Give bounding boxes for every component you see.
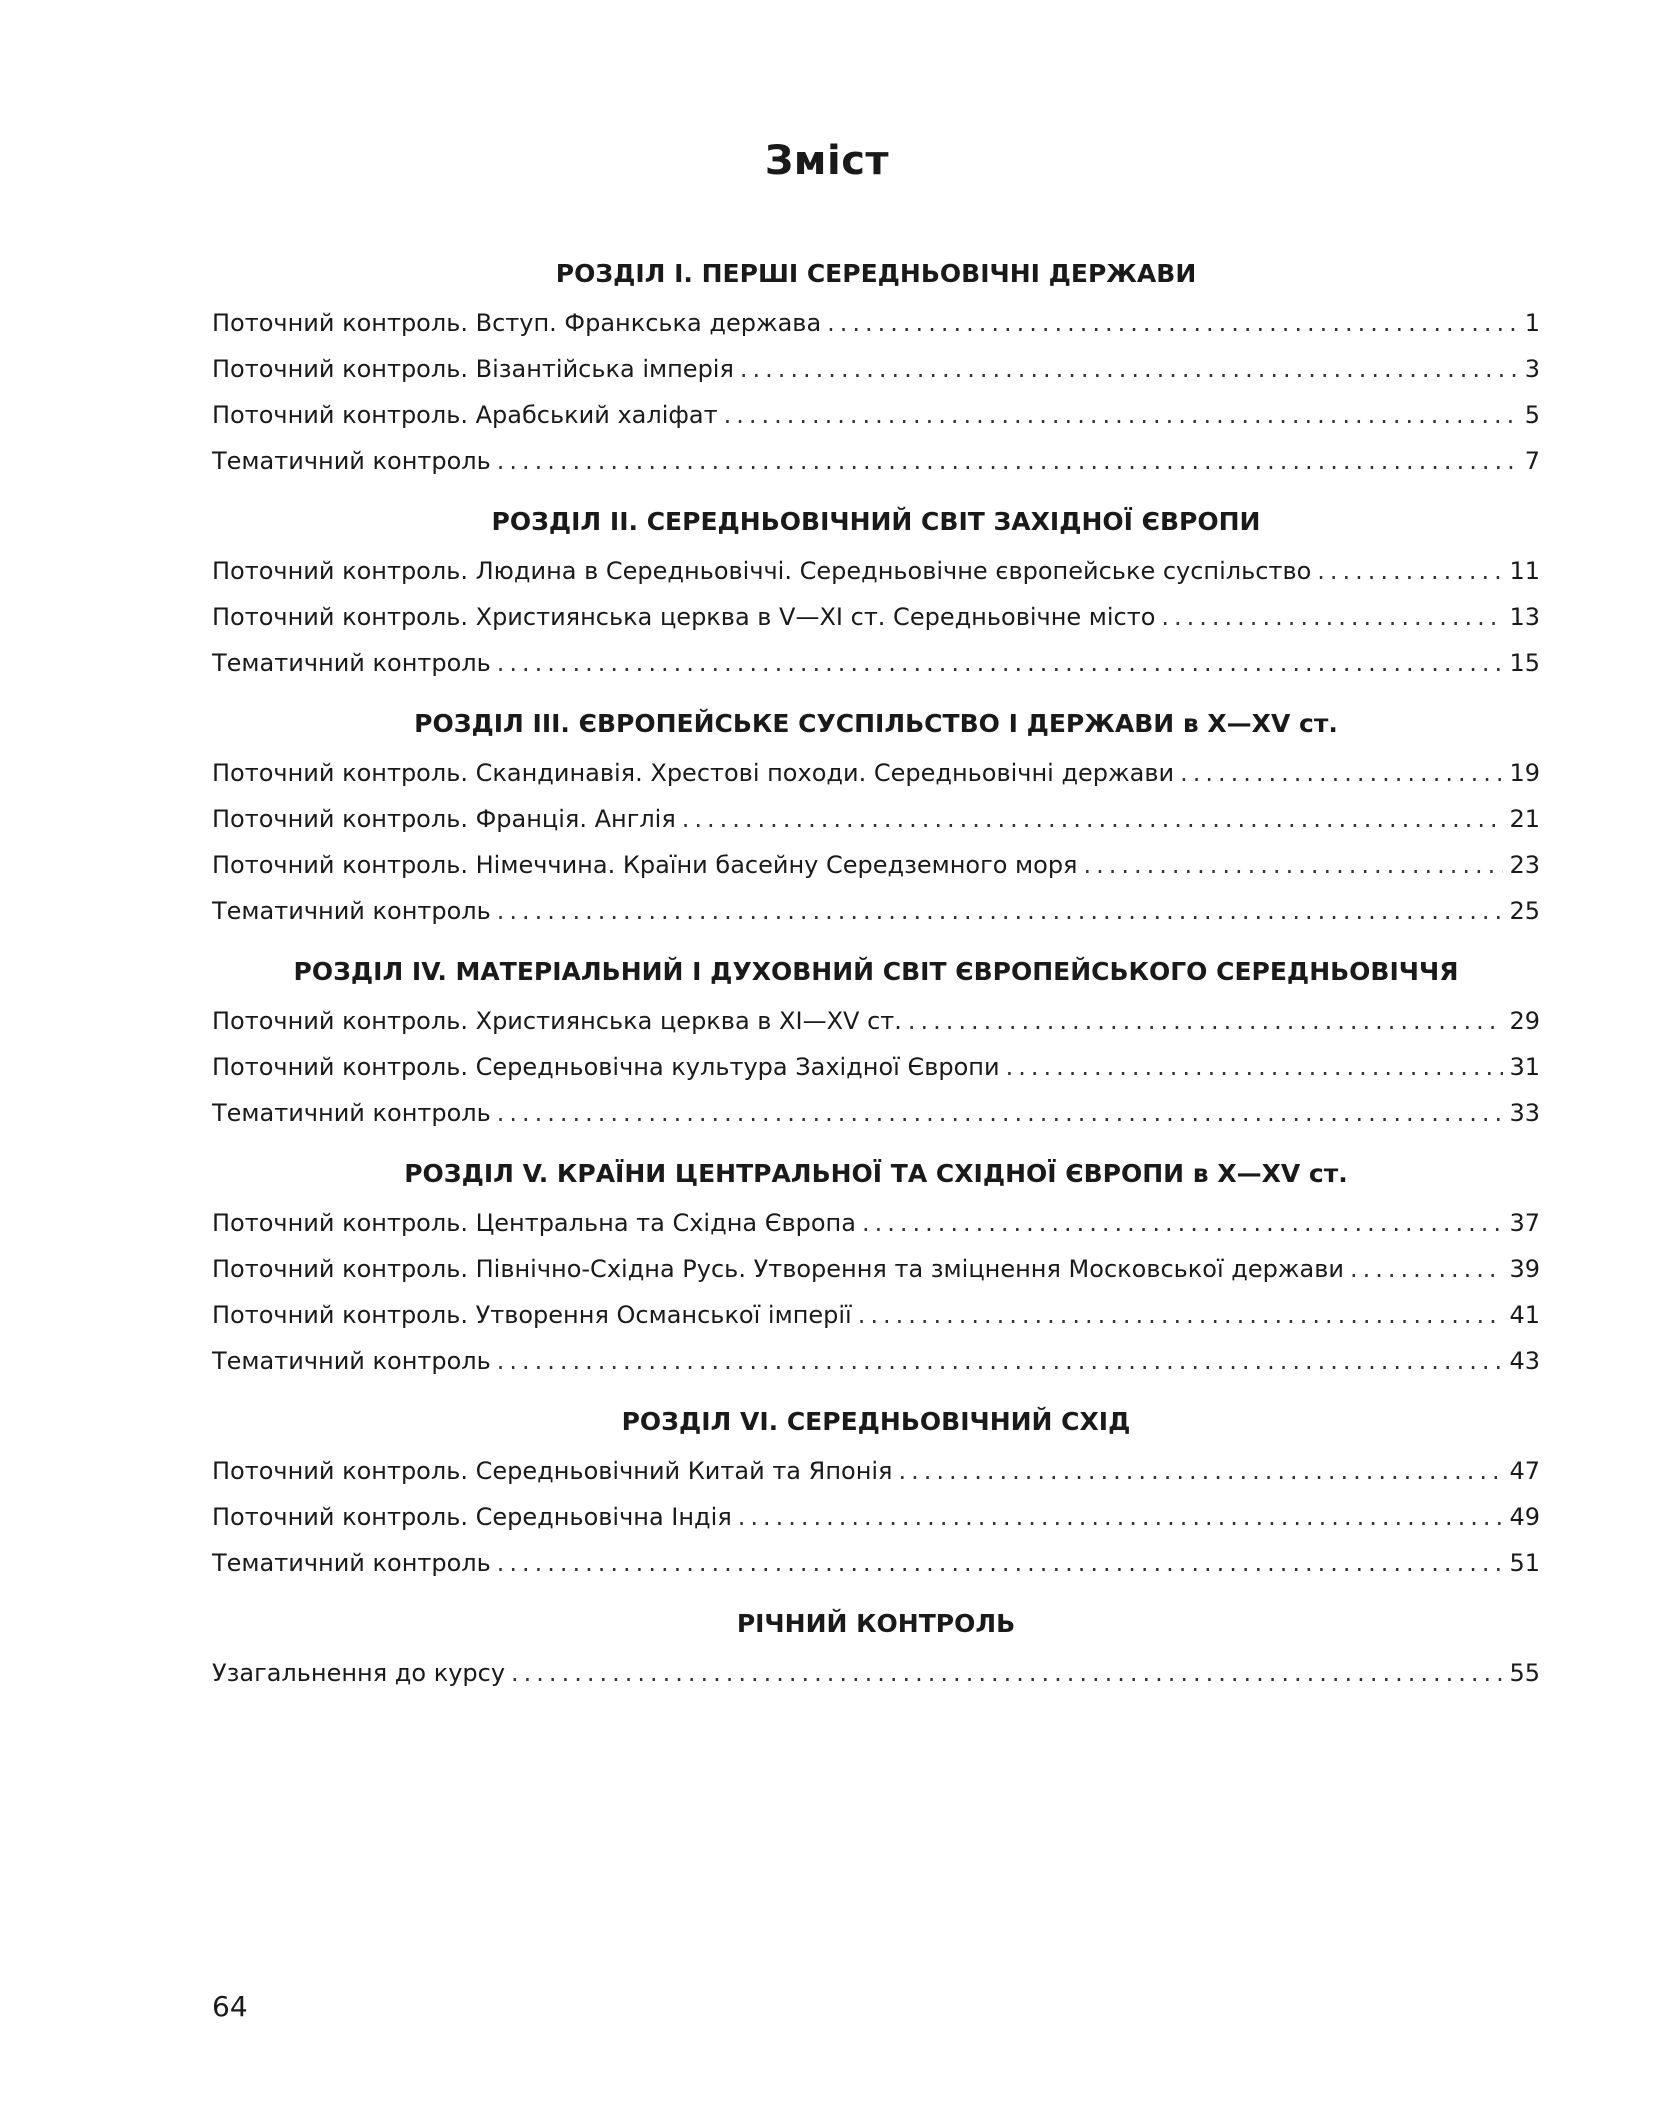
toc-entry-label: [212, 1448, 892, 1494]
toc-entry-prefix: Поточний контроль.: [212, 1255, 468, 1283]
toc-entry[interactable]: [212, 796, 1540, 842]
toc-entry-topic: Скандинавія. Хрестові походи. Середньовічні держави: [475, 759, 1175, 787]
toc-entry-label: [212, 1246, 1344, 1292]
toc-entry[interactable]: [212, 998, 1540, 1044]
toc-entry-label: [212, 1540, 491, 1586]
toc-entry[interactable]: [212, 438, 1540, 484]
toc-entry[interactable]: [212, 392, 1540, 438]
dot-leader: [908, 998, 1504, 1044]
toc-entry-prefix: Тематичний контроль: [212, 1549, 491, 1577]
toc-entry-prefix: Тематичний контроль: [212, 1099, 491, 1127]
toc-entry-topic: Християнська церква в V—XI ст. Середньовічне місто: [475, 603, 1156, 631]
toc-entry[interactable]: [212, 300, 1540, 346]
toc-entry[interactable]: [212, 346, 1540, 392]
toc-entry-label: [212, 392, 718, 438]
toc-entry-page: 47: [1509, 1457, 1540, 1485]
dot-leader: [1084, 842, 1504, 888]
toc-entry-topic: Середньовічний Китай та Японія: [475, 1457, 893, 1485]
toc-section: [212, 252, 1540, 484]
section-heading: РОЗДІЛ ІІ. СЕРЕДНЬОВІЧНИЙ СВІТ ЗАХІДНОЇ ЄВРОПИ: [491, 507, 1261, 536]
toc-entry-topic: Північно-Східна Русь. Утворення та зміцнення Московської держави: [475, 1255, 1344, 1283]
toc-entry-page: 7: [1524, 447, 1540, 475]
section-heading: РОЗДІЛ V. КРАЇНИ ЦЕНТРАЛЬНОЇ ТА СХІДНОЇ ЄВРОПИ в X—XV ст.: [404, 1159, 1348, 1188]
toc-entry-label: [212, 842, 1078, 888]
toc-entry-prefix: Поточний контроль.: [212, 1209, 468, 1237]
toc-entry-prefix: Узагальнення до курсу: [212, 1659, 506, 1687]
toc-entry-page: 51: [1509, 1549, 1540, 1577]
section-heading: РОЗДІЛ IV. МАТЕРІАЛЬНИЙ І ДУХОВНИЙ СВІТ ЄВРОПЕЙСЬКОГО СЕРЕДНЬОВІЧЧЯ: [293, 957, 1459, 986]
toc-entry[interactable]: [212, 888, 1540, 934]
dot-leader: [858, 1292, 1504, 1338]
toc-entry[interactable]: [212, 1540, 1540, 1586]
toc-entry-label: [212, 594, 1155, 640]
toc-entry[interactable]: [212, 1448, 1540, 1494]
toc-entry-topic: Середньовічна культура Західної Європи: [475, 1053, 1000, 1081]
toc-entry-prefix: Тематичний контроль: [212, 447, 491, 475]
toc-entry[interactable]: [212, 640, 1540, 686]
toc-entry-label: [212, 1338, 491, 1384]
toc-entry-topic: Утворення Османської імперії: [475, 1301, 852, 1329]
toc-entry-prefix: Поточний контроль.: [212, 1457, 468, 1485]
toc-entry[interactable]: [212, 1044, 1540, 1090]
toc-entry-label: [212, 438, 491, 484]
toc-entry-page: 23: [1509, 851, 1540, 879]
dot-leader: [827, 300, 1519, 346]
toc-entry-page: 55: [1509, 1659, 1540, 1687]
page-number: 64: [212, 1990, 248, 2023]
toc-entry-label: [212, 1494, 732, 1540]
dot-leader: [682, 796, 1504, 842]
toc-entry-page: 13: [1509, 603, 1540, 631]
dot-leader: [724, 392, 1519, 438]
toc-entry-prefix: Тематичний контроль: [212, 649, 491, 677]
section-heading: РОЗДІЛ І. ПЕРШІ СЕРЕДНЬОВІЧНІ ДЕРЖАВИ: [555, 259, 1197, 288]
toc-entry-prefix: Поточний контроль.: [212, 1301, 468, 1329]
toc-entry-topic: Візантійська імперія: [475, 355, 734, 383]
toc-entry[interactable]: [212, 548, 1540, 594]
toc-entry[interactable]: [212, 1494, 1540, 1540]
toc-entry-prefix: Тематичний контроль: [212, 1347, 491, 1375]
toc-entry-topic: Людина в Середньовіччі. Середньовічне європейське суспільство: [475, 557, 1312, 585]
toc-entry[interactable]: [212, 1246, 1540, 1292]
dot-leader: [1161, 594, 1503, 640]
toc-entry-label: [212, 640, 491, 686]
toc-section: [212, 1152, 1540, 1384]
toc-entry-label: [212, 888, 491, 934]
toc-entry-page: 21: [1509, 805, 1540, 833]
toc-entry-page: 15: [1509, 649, 1540, 677]
toc-entry[interactable]: [212, 1200, 1540, 1246]
section-heading: РІЧНИЙ КОНТРОЛЬ: [736, 1609, 1016, 1638]
toc-entry[interactable]: [212, 842, 1540, 888]
toc-entry-label: [212, 1650, 505, 1696]
toc-entry-label: [212, 1044, 1000, 1090]
toc-entry-page: 37: [1509, 1209, 1540, 1237]
toc-entry-page: 19: [1509, 759, 1540, 787]
toc-entry-topic: Християнська церква в XI—XV ст.: [475, 1007, 902, 1035]
toc-entry[interactable]: [212, 1650, 1540, 1696]
toc-entry-topic: Німеччина. Країни басейну Середземного моря: [475, 851, 1078, 879]
toc-entry-prefix: Поточний контроль.: [212, 1007, 468, 1035]
toc-entry-prefix: Поточний контроль.: [212, 355, 468, 383]
toc-entry-page: 29: [1509, 1007, 1540, 1035]
dot-leader: [1317, 548, 1503, 594]
toc-entry[interactable]: [212, 750, 1540, 796]
table-of-contents: [212, 252, 1540, 1696]
toc-entry-topic: Середньовічна Індія: [475, 1503, 732, 1531]
toc-section: [212, 950, 1540, 1136]
toc-entry-page: 5: [1524, 401, 1540, 429]
toc-entry-page: 33: [1509, 1099, 1540, 1127]
toc-entry-prefix: Поточний контроль.: [212, 759, 468, 787]
toc-entry[interactable]: [212, 1338, 1540, 1384]
dot-leader: [497, 640, 1504, 686]
toc-entry-label: [212, 1200, 856, 1246]
dot-leader: [738, 1494, 1504, 1540]
toc-entry-label: [212, 346, 734, 392]
toc-entry-topic: Арабський халіфат: [475, 401, 718, 429]
dot-leader: [1006, 1044, 1504, 1090]
toc-entry-page: 25: [1509, 897, 1540, 925]
dot-leader: [497, 438, 1519, 484]
dot-leader: [740, 346, 1519, 392]
toc-entry-page: 11: [1509, 557, 1540, 585]
toc-entry[interactable]: [212, 1090, 1540, 1136]
section-heading: РОЗДІЛ ІІІ. ЄВРОПЕЙСЬКЕ СУСПІЛЬСТВО І ДЕРЖАВИ в X—XV ст.: [414, 709, 1338, 738]
toc-entry-page: 1: [1524, 309, 1540, 337]
dot-leader: [497, 1338, 1504, 1384]
toc-entry-prefix: Поточний контроль.: [212, 851, 468, 879]
dot-leader: [1180, 750, 1503, 796]
toc-entry-topic: Вступ. Франкська держава: [475, 309, 822, 337]
toc-entry-label: [212, 300, 821, 346]
toc-entry-prefix: Поточний контроль.: [212, 557, 468, 585]
toc-entry-prefix: Поточний контроль.: [212, 309, 468, 337]
toc-entry-label: [212, 750, 1174, 796]
toc-entry-topic: Франція. Англія: [475, 805, 676, 833]
toc-entry-label: [212, 1090, 491, 1136]
toc-entry-prefix: Поточний контроль.: [212, 805, 468, 833]
toc-entry-page: 39: [1509, 1255, 1540, 1283]
toc-entry-label: [212, 1292, 852, 1338]
page-title: Зміст: [764, 138, 890, 184]
toc-section: [212, 1602, 1540, 1696]
dot-leader: [511, 1650, 1503, 1696]
toc-entry-prefix: Тематичний контроль: [212, 897, 491, 925]
toc-entry-label: [212, 796, 676, 842]
toc-section: [212, 702, 1540, 934]
section-heading: РОЗДІЛ VI. СЕРЕДНЬОВІЧНИЙ СХІД: [621, 1407, 1131, 1436]
toc-section: [212, 1400, 1540, 1586]
toc-entry-page: 3: [1524, 355, 1540, 383]
toc-entry-page: 43: [1509, 1347, 1540, 1375]
dot-leader: [497, 1090, 1504, 1136]
toc-entry-page: 49: [1509, 1503, 1540, 1531]
toc-entry-prefix: Поточний контроль.: [212, 1053, 468, 1081]
toc-section: [212, 500, 1540, 686]
dot-leader: [898, 1448, 1503, 1494]
toc-entry-label: [212, 548, 1311, 594]
dot-leader: [1350, 1246, 1504, 1292]
dot-leader: [497, 888, 1504, 934]
toc-entry-label: [212, 998, 902, 1044]
toc-entry-page: 41: [1509, 1301, 1540, 1329]
toc-entry-prefix: Поточний контроль.: [212, 1503, 468, 1531]
toc-entry-prefix: Поточний контроль.: [212, 401, 468, 429]
toc-entry-topic: Центральна та Східна Європа: [475, 1209, 856, 1237]
dot-leader: [497, 1540, 1504, 1586]
toc-entry-page: 31: [1509, 1053, 1540, 1081]
toc-entry[interactable]: [212, 594, 1540, 640]
toc-entry-prefix: Поточний контроль.: [212, 603, 468, 631]
toc-entry[interactable]: [212, 1292, 1540, 1338]
dot-leader: [862, 1200, 1504, 1246]
